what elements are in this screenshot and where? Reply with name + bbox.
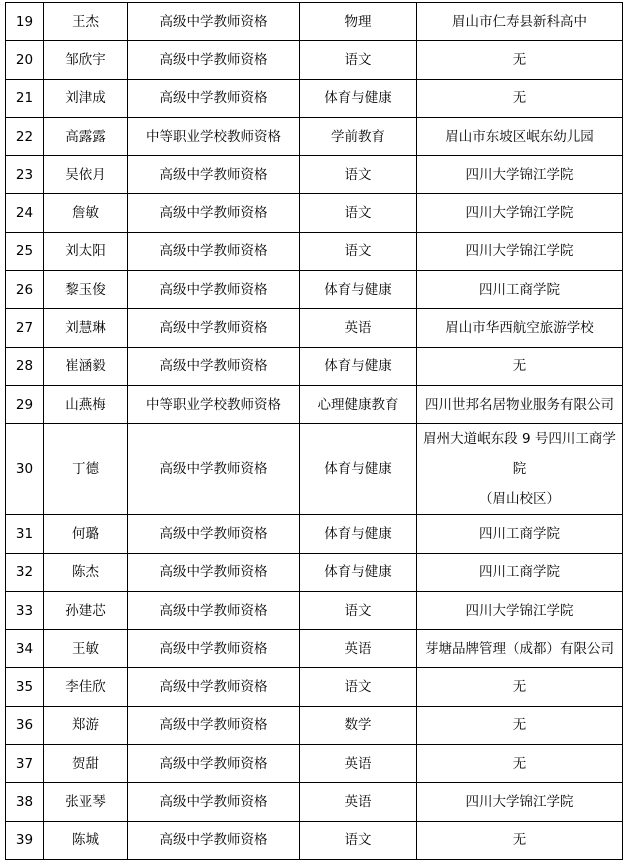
table-row — [6, 783, 623, 821]
person-name: 王敏 — [44, 630, 128, 668]
table-row — [6, 309, 623, 347]
subject: 英语 — [300, 309, 417, 347]
person-name: 何璐 — [44, 515, 128, 553]
table-row — [6, 745, 623, 783]
workplace: 无 — [417, 821, 623, 859]
table-row — [6, 424, 623, 515]
row-number: 19 — [6, 3, 44, 41]
row-number: 32 — [6, 553, 44, 591]
teacher-qualification-table — [5, 2, 623, 860]
person-name: 刘太阳 — [44, 232, 128, 270]
table-row — [6, 706, 623, 744]
subject: 英语 — [300, 783, 417, 821]
person-name: 孙建芯 — [44, 591, 128, 629]
row-number: 30 — [6, 424, 44, 515]
workplace — [417, 424, 623, 515]
person-name: 邹欣宇 — [44, 41, 128, 79]
table-row — [6, 347, 623, 385]
subject: 学前教育 — [300, 117, 417, 155]
workplace: 四川工商学院 — [417, 515, 623, 553]
subject: 体育与健康 — [300, 515, 417, 553]
row-number: 29 — [6, 385, 44, 423]
subject: 英语 — [300, 745, 417, 783]
subject: 语文 — [300, 194, 417, 232]
subject: 数学 — [300, 706, 417, 744]
qualification-type: 高级中学教师资格 — [128, 821, 300, 859]
qualification-type: 高级中学教师资格 — [128, 591, 300, 629]
workplace: 四川大学锦江学院 — [417, 232, 623, 270]
workplace: 无 — [417, 706, 623, 744]
person-name: 张亚琴 — [44, 783, 128, 821]
subject: 语文 — [300, 821, 417, 859]
qualification-type: 高级中学教师资格 — [128, 553, 300, 591]
row-number: 33 — [6, 591, 44, 629]
qualification-type: 高级中学教师资格 — [128, 3, 300, 41]
subject: 体育与健康 — [300, 271, 417, 309]
row-number: 21 — [6, 79, 44, 117]
qualification-type: 高级中学教师资格 — [128, 41, 300, 79]
qualification-type: 高级中学教师资格 — [128, 783, 300, 821]
person-name: 王杰 — [44, 3, 128, 41]
person-name: 黎玉俊 — [44, 271, 128, 309]
person-name: 山燕梅 — [44, 385, 128, 423]
qualification-type: 高级中学教师资格 — [128, 156, 300, 194]
workplace: 芽塘品牌管理（成都）有限公司 — [417, 630, 623, 668]
table-row — [6, 271, 623, 309]
subject: 语文 — [300, 591, 417, 629]
person-name: 詹敏 — [44, 194, 128, 232]
workplace: 眉山市东坡区岷东幼儿园 — [417, 117, 623, 155]
row-number: 39 — [6, 821, 44, 859]
workplace: 眉山市华西航空旅游学校 — [417, 309, 623, 347]
table-row — [6, 41, 623, 79]
row-number: 31 — [6, 515, 44, 553]
subject: 体育与健康 — [300, 553, 417, 591]
workplace: 无 — [417, 347, 623, 385]
qualification-type: 高级中学教师资格 — [128, 271, 300, 309]
person-name: 吴依月 — [44, 156, 128, 194]
qualification-type: 中等职业学校教师资格 — [128, 385, 300, 423]
person-name: 贺甜 — [44, 745, 128, 783]
workplace: 眉山市仁寿县新科高中 — [417, 3, 623, 41]
subject: 体育与健康 — [300, 424, 417, 515]
table-row — [6, 668, 623, 706]
table-row — [6, 117, 623, 155]
table-row — [6, 385, 623, 423]
qualification-type: 高级中学教师资格 — [128, 745, 300, 783]
subject: 语文 — [300, 41, 417, 79]
row-number: 37 — [6, 745, 44, 783]
person-name: 丁德 — [44, 424, 128, 515]
qualification-type: 中等职业学校教师资格 — [128, 117, 300, 155]
row-number: 36 — [6, 706, 44, 744]
row-number: 23 — [6, 156, 44, 194]
workplace: 四川大学锦江学院 — [417, 783, 623, 821]
row-number: 27 — [6, 309, 44, 347]
table-row — [6, 79, 623, 117]
subject: 语文 — [300, 668, 417, 706]
table-row — [6, 194, 623, 232]
workplace: 四川工商学院 — [417, 553, 623, 591]
subject: 语文 — [300, 232, 417, 270]
row-number: 34 — [6, 630, 44, 668]
row-number: 20 — [6, 41, 44, 79]
person-name: 崔涵毅 — [44, 347, 128, 385]
subject: 体育与健康 — [300, 347, 417, 385]
table-row — [6, 515, 623, 553]
workplace: 无 — [417, 745, 623, 783]
person-name: 郑游 — [44, 706, 128, 744]
qualification-type: 高级中学教师资格 — [128, 424, 300, 515]
person-name: 陈城 — [44, 821, 128, 859]
table-row — [6, 553, 623, 591]
qualification-type: 高级中学教师资格 — [128, 668, 300, 706]
table-row — [6, 156, 623, 194]
qualification-type: 高级中学教师资格 — [128, 232, 300, 270]
workplace: 无 — [417, 668, 623, 706]
person-name: 陈杰 — [44, 553, 128, 591]
workplace-line-2: （眉山校区） — [479, 491, 560, 508]
subject: 心理健康教育 — [300, 385, 417, 423]
qualification-type: 高级中学教师资格 — [128, 630, 300, 668]
table-row — [6, 232, 623, 270]
row-number: 25 — [6, 232, 44, 270]
row-number: 24 — [6, 194, 44, 232]
subject: 物理 — [300, 3, 417, 41]
row-number: 28 — [6, 347, 44, 385]
workplace: 四川世邦名居物业服务有限公司 — [417, 385, 623, 423]
subject: 英语 — [300, 630, 417, 668]
table-row — [6, 630, 623, 668]
person-name: 高露露 — [44, 117, 128, 155]
table-row — [6, 3, 623, 41]
subject: 语文 — [300, 156, 417, 194]
qualification-type: 高级中学教师资格 — [128, 706, 300, 744]
qualification-type: 高级中学教师资格 — [128, 79, 300, 117]
person-name: 刘津成 — [44, 79, 128, 117]
qualification-type: 高级中学教师资格 — [128, 347, 300, 385]
row-number: 35 — [6, 668, 44, 706]
workplace: 四川大学锦江学院 — [417, 591, 623, 629]
row-number: 26 — [6, 271, 44, 309]
table-row — [6, 821, 623, 859]
qualification-type: 高级中学教师资格 — [128, 194, 300, 232]
row-number: 22 — [6, 117, 44, 155]
workplace: 四川工商学院 — [417, 271, 623, 309]
qualification-type: 高级中学教师资格 — [128, 515, 300, 553]
qualification-type: 高级中学教师资格 — [128, 309, 300, 347]
person-name: 刘慧琳 — [44, 309, 128, 347]
workplace-line-1: 眉州大道岷东段 9 号四川工商学院 — [423, 431, 616, 478]
row-number: 38 — [6, 783, 44, 821]
workplace: 无 — [417, 41, 623, 79]
workplace: 无 — [417, 79, 623, 117]
person-name: 李佳欣 — [44, 668, 128, 706]
table-row — [6, 591, 623, 629]
workplace: 四川大学锦江学院 — [417, 194, 623, 232]
workplace: 四川大学锦江学院 — [417, 156, 623, 194]
subject: 体育与健康 — [300, 79, 417, 117]
